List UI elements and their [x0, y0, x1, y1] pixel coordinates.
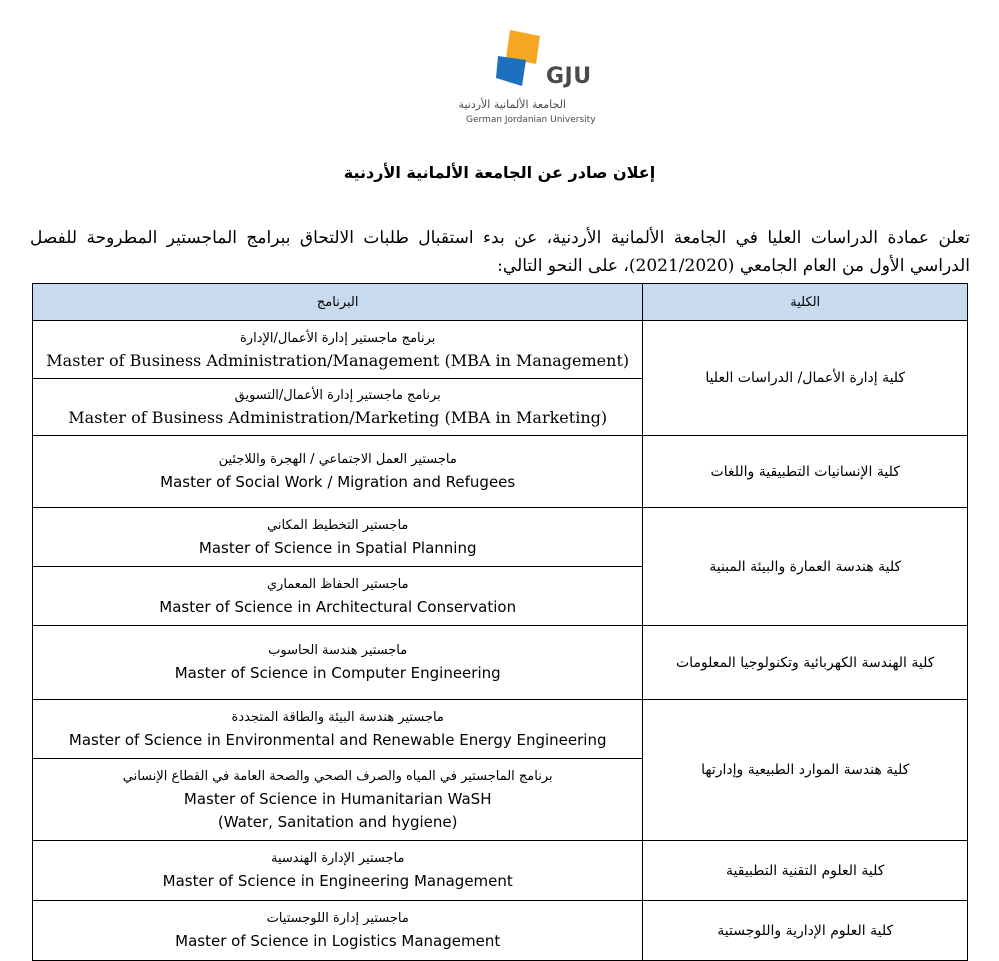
program-name-arabic: ماجستير الحفاظ المعماري [266, 576, 409, 592]
program-cell [33, 841, 643, 901]
program-name-english: Master of Social Work / Migration and Refugees [160, 473, 516, 491]
program-name-english: Master of Science in Architectural Conservation [159, 597, 517, 616]
table-row [33, 841, 968, 901]
program-name-arabic: برنامج الماجستير في المياه والصرف الصحي والصحة العامة في القطاع الإنساني [122, 768, 553, 784]
program-cell [33, 759, 643, 841]
table-row [33, 321, 968, 379]
program-name-arabic: ماجستير إدارة اللوجستيات [266, 911, 409, 926]
program-cell [33, 626, 643, 700]
program-name-arabic: ماجستير العمل الاجتماعي / الهجرة واللاجئين [218, 452, 457, 467]
faculty-cell: كلية الإنسانيات التطبيقية واللغات [643, 436, 968, 508]
header-faculty: الكلية [643, 284, 968, 321]
program-name-english: Master of Science in Spatial Planning [198, 538, 477, 557]
gju-logo-mark-icon [496, 30, 542, 86]
program-name-english: Master of Business Administration/Marketing (MBA in Marketing) [68, 408, 608, 427]
logo-abbreviation: GJU [546, 64, 592, 89]
logo-name-arabic: الجامعة الألمانية الأردنية [458, 98, 566, 111]
program-name-arabic: ماجستير هندسة الحاسوب [268, 643, 408, 658]
program-name-arabic: برنامج ماجستير إدارة الأعمال/التسويق [234, 388, 441, 403]
gju-logo [442, 30, 596, 130]
program-cell [33, 567, 643, 626]
faculty-cell: كلية العلوم الإدارية واللوجستية [643, 901, 968, 961]
table-row [33, 901, 968, 961]
program-name-arabic: برنامج ماجستير إدارة الأعمال/الإدارة [240, 330, 436, 346]
program-cell [33, 901, 643, 961]
program-name-english: Master of Science in Logistics Management [175, 932, 501, 950]
faculty-cell: كلية العلوم التقنية التطبيقية [643, 841, 968, 901]
program-name-english: Master of Science in Environmental and Renewable Energy Engineering [68, 730, 607, 749]
program-cell [33, 436, 643, 508]
program-name-arabic: ماجستير هندسة البيئة والطاقة المتجددة [231, 709, 444, 725]
table-header-row [33, 284, 968, 321]
programs-table [32, 283, 968, 961]
faculty-cell: كلية الهندسة الكهربائية وتكنولوجيا المعلومات [643, 626, 968, 700]
program-cell [33, 321, 643, 379]
table-row [33, 436, 968, 508]
faculty-cell: كلية هندسة العمارة والبيئة المبنية [643, 508, 968, 626]
program-name-english-note: (Water, Sanitation and hygiene) [217, 812, 458, 831]
table-row [33, 700, 968, 759]
header-program: البرنامج [33, 284, 643, 321]
faculty-cell: كلية إدارة الأعمال/ الدراسات العليا [643, 321, 968, 436]
program-name-english: Master of Business Administration/Management (MBA in Management) [46, 350, 630, 370]
program-cell [33, 379, 643, 436]
program-cell [33, 508, 643, 567]
program-name-english: Master of Science in Engineering Management [162, 872, 513, 890]
table-row [33, 626, 968, 700]
program-cell [33, 700, 643, 759]
announcement-title: إعلان صادر عن الجامعة الألمانية الأردنية [343, 163, 656, 182]
program-name-english: Master of Science in Computer Engineering [174, 664, 501, 682]
announcement-intro: تعلن عمادة الدراسات العليا في الجامعة الألمانية الأردنية، عن بدء استقبال طلبات الالتحاق ببرامج الماجستير المطروحة للفصل الدراسي الأول من العام الجامعي (2021/2020)، على النحو التالي: [30, 228, 970, 276]
logo-name-english: German Jordanian University [466, 115, 596, 125]
program-name-arabic: ماجستير التخطيط المكاني [267, 517, 409, 533]
table-row [33, 508, 968, 567]
faculty-cell: كلية هندسة الموارد الطبيعية وإدارتها [643, 700, 968, 841]
program-name-english: Master of Science in Humanitarian WaSH [183, 789, 492, 808]
program-name-arabic: ماجستير الإدارة الهندسية [270, 851, 405, 866]
